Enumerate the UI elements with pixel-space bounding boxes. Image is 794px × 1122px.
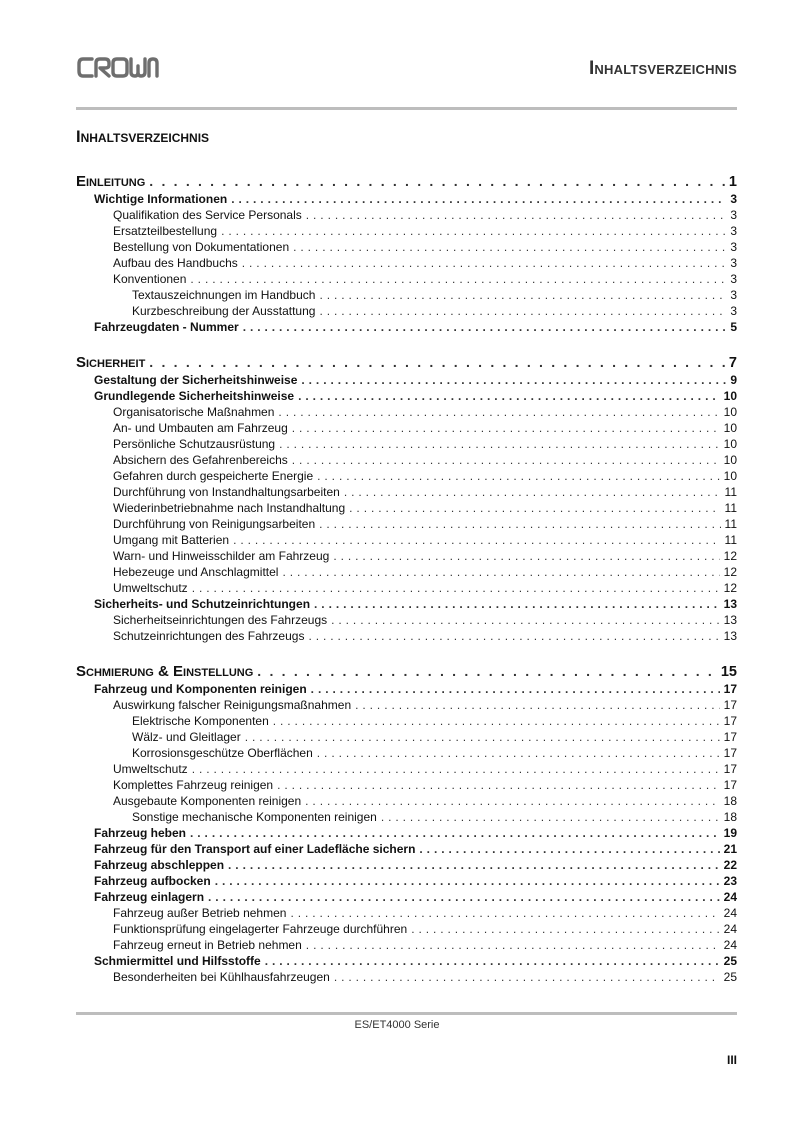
dot-leader bbox=[208, 889, 720, 905]
toc-entry[interactable] bbox=[76, 809, 737, 825]
dot-leader bbox=[311, 681, 720, 697]
page-number: III bbox=[726, 1053, 737, 1067]
dot-leader bbox=[277, 777, 720, 793]
dot-leader bbox=[192, 580, 720, 596]
dot-leader bbox=[290, 905, 719, 921]
toc-entry-title: Sicherheits- und Schutzeinrichtungen bbox=[94, 597, 311, 611]
toc-entry-page: 17 bbox=[723, 746, 737, 760]
dot-leader bbox=[149, 171, 725, 191]
toc-entry[interactable] bbox=[76, 548, 737, 564]
toc-entry-page: 10 bbox=[723, 469, 737, 483]
toc-entry[interactable] bbox=[76, 921, 737, 937]
toc-entry-title: Ersatzteilbestellung bbox=[113, 224, 218, 238]
toc-entry-page: 3 bbox=[730, 224, 737, 238]
dot-leader bbox=[293, 239, 726, 255]
toc-entry-page: 17 bbox=[723, 682, 737, 696]
toc-entry-page: 3 bbox=[730, 288, 737, 302]
toc-entry-title: Absichern des Gefahrenbereichs bbox=[113, 453, 288, 467]
toc-entry[interactable] bbox=[76, 953, 737, 969]
dot-leader bbox=[215, 873, 720, 889]
toc-entry-page: 3 bbox=[730, 240, 737, 254]
toc-entry-page: 12 bbox=[723, 549, 737, 563]
toc-entry[interactable] bbox=[76, 271, 737, 287]
toc-entry[interactable] bbox=[76, 484, 737, 500]
toc-entry-page: 17 bbox=[723, 714, 737, 728]
toc-entry-page: 11 bbox=[724, 533, 737, 547]
toc-entry-page: 10 bbox=[723, 453, 737, 467]
toc-entry[interactable] bbox=[76, 223, 737, 239]
toc-entry[interactable] bbox=[76, 319, 737, 335]
toc-entry-page: 3 bbox=[730, 304, 737, 318]
header-title: Inhaltsverzeichnis bbox=[588, 58, 737, 79]
toc-entry-title: An- und Umbauten am Fahrzeug bbox=[113, 421, 288, 435]
dot-leader bbox=[319, 287, 726, 303]
toc-entry-title: Funktionsprüfung eingelagerter Fahrzeuge durchführen bbox=[113, 922, 408, 936]
toc-entry-page: 10 bbox=[723, 389, 737, 403]
toc-entry[interactable] bbox=[76, 191, 737, 207]
toc-entry-title: Einleitung bbox=[76, 173, 146, 190]
toc-entry[interactable] bbox=[76, 287, 737, 303]
toc-entry[interactable] bbox=[76, 468, 737, 484]
toc-entry-title: Schmiermittel und Hilfsstoffe bbox=[94, 954, 261, 968]
toc-entry[interactable] bbox=[76, 681, 737, 697]
toc-entry-page: 15 bbox=[720, 664, 737, 680]
toc-entry-title: Gefahren durch gespeicherte Energie bbox=[113, 469, 314, 483]
toc-entry-title: Kurzbeschreibung der Ausstattung bbox=[132, 304, 316, 318]
dot-leader bbox=[273, 713, 720, 729]
header-divider bbox=[76, 107, 737, 110]
toc-entry-page: 3 bbox=[730, 256, 737, 270]
dot-leader bbox=[257, 661, 717, 681]
toc-entry-title: Fahrzeug und Komponenten reinigen bbox=[94, 682, 307, 696]
toc-entry-title: Ausgebaute Komponenten reinigen bbox=[113, 794, 302, 808]
dot-leader bbox=[278, 404, 719, 420]
toc-entry-page: 24 bbox=[723, 890, 737, 904]
dot-leader bbox=[149, 352, 725, 372]
toc-entry-title: Grundlegende Sicherheitshinweise bbox=[94, 389, 295, 403]
toc-entry-title: Fahrzeug heben bbox=[94, 826, 187, 840]
toc-entry-title: Durchführung von Reinigungsarbeiten bbox=[113, 517, 316, 531]
toc-entry-page: 11 bbox=[724, 485, 737, 499]
toc-entry-title: Schmierung & Einstellung bbox=[76, 663, 254, 680]
toc-entry-page: 10 bbox=[723, 437, 737, 451]
toc-entry-page: 13 bbox=[723, 613, 737, 627]
toc-entry-title: Warn- und Hinweisschilder am Fahrzeug bbox=[113, 549, 330, 563]
dot-leader bbox=[331, 612, 720, 628]
toc-entry[interactable] bbox=[76, 436, 737, 452]
toc-entry[interactable] bbox=[76, 745, 737, 761]
dot-leader bbox=[419, 841, 719, 857]
toc-entry-title: Fahrzeug aufbocken bbox=[94, 874, 211, 888]
toc-entry-title: Auswirkung falscher Reinigungsmaßnahmen bbox=[113, 698, 352, 712]
dot-leader bbox=[344, 484, 721, 500]
toc-entry[interactable] bbox=[76, 761, 737, 777]
toc-entry-page: 17 bbox=[723, 730, 737, 744]
dot-leader bbox=[190, 825, 720, 841]
footer-divider bbox=[76, 1012, 737, 1015]
toc-entry-page: 18 bbox=[723, 794, 737, 808]
dot-leader bbox=[411, 921, 719, 937]
toc-entry-title: Fahrzeugdaten - Nummer bbox=[94, 320, 239, 334]
toc-entry-page: 22 bbox=[723, 858, 737, 872]
dot-leader bbox=[319, 516, 720, 532]
dot-leader bbox=[265, 953, 720, 969]
toc-entry-title: Besonderheiten bei Kühlhausfahrzeugen bbox=[113, 970, 330, 984]
toc-entry-title: Bestellung von Dokumentationen bbox=[113, 240, 290, 254]
toc-entry-title: Konventionen bbox=[113, 272, 187, 286]
toc-entry[interactable] bbox=[76, 207, 737, 223]
toc-entry-title: Hebezeuge und Anschlagmittel bbox=[113, 565, 279, 579]
toc-entry-page: 17 bbox=[723, 698, 737, 712]
dot-leader bbox=[228, 857, 720, 873]
toc-entry-title: Gestaltung der Sicherheitshinweise bbox=[94, 373, 298, 387]
toc-entry[interactable] bbox=[76, 239, 737, 255]
toc-entry[interactable] bbox=[76, 889, 737, 905]
toc-entry-title: Korrosionsgeschütze Oberflächen bbox=[132, 746, 313, 760]
toc-entry-title: Fahrzeug für den Transport auf einer Ladefläche sichern bbox=[94, 842, 416, 856]
dot-leader bbox=[349, 500, 720, 516]
dot-leader bbox=[292, 452, 720, 468]
toc-entry-title: Umweltschutz bbox=[113, 581, 188, 595]
toc-entry-title: Sonstige mechanische Komponenten reinigen bbox=[132, 810, 377, 824]
toc-entry[interactable] bbox=[76, 388, 737, 404]
dot-leader bbox=[333, 548, 719, 564]
toc-entry[interactable] bbox=[76, 777, 737, 793]
toc-entry[interactable] bbox=[76, 937, 737, 953]
toc-entry[interactable] bbox=[76, 532, 737, 548]
toc-entry-page: 3 bbox=[730, 272, 737, 286]
toc-entry-title: Sicherheitseinrichtungen des Fahrzeugs bbox=[113, 613, 328, 627]
toc-entry-page: 12 bbox=[723, 581, 737, 595]
toc-entry[interactable] bbox=[76, 873, 737, 889]
toc-entry-title: Elektrische Komponenten bbox=[132, 714, 269, 728]
dot-leader bbox=[306, 207, 727, 223]
dot-leader bbox=[308, 628, 719, 644]
table-of-contents bbox=[76, 171, 737, 985]
toc-entry[interactable] bbox=[76, 612, 737, 628]
toc-entry[interactable] bbox=[76, 255, 737, 271]
dot-leader bbox=[279, 436, 720, 452]
toc-entry-page: 25 bbox=[723, 954, 737, 968]
footer-series: ES/ET4000 Serie bbox=[354, 1019, 440, 1031]
toc-chapter[interactable] bbox=[76, 352, 737, 372]
toc-entry-page: 10 bbox=[723, 421, 737, 435]
dot-leader bbox=[292, 420, 720, 436]
toc-entry-page: 1 bbox=[728, 174, 737, 190]
toc-entry-page: 23 bbox=[723, 874, 737, 888]
toc-entry-title: Umgang mit Batterien bbox=[113, 533, 230, 547]
dot-leader bbox=[355, 697, 720, 713]
toc-entry[interactable] bbox=[76, 825, 737, 841]
toc-entry[interactable] bbox=[76, 729, 737, 745]
toc-entry-title: Fahrzeug außer Betrieb nehmen bbox=[113, 906, 287, 920]
toc-entry-page: 24 bbox=[723, 922, 737, 936]
section-gap bbox=[76, 335, 737, 352]
toc-entry[interactable] bbox=[76, 500, 737, 516]
toc-entry[interactable] bbox=[76, 841, 737, 857]
toc-entry-title: Textauszeichnungen im Handbuch bbox=[132, 288, 316, 302]
toc-entry-page: 24 bbox=[723, 938, 737, 952]
toc-entry-title: Komplettes Fahrzeug reinigen bbox=[113, 778, 274, 792]
toc-entry-title: Aufbau des Handbuchs bbox=[113, 256, 238, 270]
toc-entry-title: Wälz- und Gleitlager bbox=[132, 730, 241, 744]
dot-leader bbox=[231, 191, 726, 207]
toc-entry-page: 21 bbox=[723, 842, 737, 856]
dot-leader bbox=[301, 372, 726, 388]
toc-entry-page: 17 bbox=[723, 778, 737, 792]
toc-entry-page: 24 bbox=[723, 906, 737, 920]
toc-entry[interactable] bbox=[76, 697, 737, 713]
dot-leader bbox=[233, 532, 720, 548]
dot-leader bbox=[282, 564, 719, 580]
toc-entry-page: 9 bbox=[730, 373, 737, 387]
dot-leader bbox=[242, 255, 727, 271]
toc-entry-title: Wichtige Informationen bbox=[94, 192, 228, 206]
dot-leader bbox=[319, 303, 726, 319]
toc-entry[interactable] bbox=[76, 372, 737, 388]
toc-entry[interactable] bbox=[76, 857, 737, 873]
dot-leader bbox=[190, 271, 726, 287]
toc-entry-title: Qualifikation des Service Personals bbox=[113, 208, 302, 222]
dot-leader bbox=[245, 729, 720, 745]
toc-entry[interactable] bbox=[76, 969, 737, 985]
toc-entry[interactable] bbox=[76, 713, 737, 729]
toc-chapter[interactable] bbox=[76, 171, 737, 191]
dot-leader bbox=[317, 468, 720, 484]
toc-entry-title: Durchführung von Instandhaltungsarbeiten bbox=[113, 485, 340, 499]
toc-entry[interactable] bbox=[76, 404, 737, 420]
dot-leader bbox=[317, 745, 720, 761]
toc-entry[interactable] bbox=[76, 452, 737, 468]
toc-entry-title: Wiederinbetriebnahme nach Instandhaltung bbox=[113, 501, 346, 515]
toc-entry-page: 11 bbox=[724, 517, 737, 531]
toc-entry-page: 5 bbox=[730, 320, 737, 334]
toc-entry-page: 25 bbox=[723, 970, 737, 984]
toc-entry-page: 11 bbox=[724, 501, 737, 515]
toc-entry-title: Organisatorische Maßnahmen bbox=[113, 405, 275, 419]
toc-entry[interactable] bbox=[76, 516, 737, 532]
toc-entry-page: 13 bbox=[723, 597, 737, 611]
dot-leader bbox=[192, 761, 720, 777]
dot-leader bbox=[243, 319, 727, 335]
toc-entry-title: Umweltschutz bbox=[113, 762, 188, 776]
dot-leader bbox=[221, 223, 726, 239]
dot-leader bbox=[298, 388, 720, 404]
toc-entry[interactable] bbox=[76, 628, 737, 644]
toc-entry-title: Persönliche Schutzausrüstung bbox=[113, 437, 276, 451]
toc-entry-page: 10 bbox=[723, 405, 737, 419]
toc-entry-page: 12 bbox=[723, 565, 737, 579]
dot-leader bbox=[381, 809, 720, 825]
dot-leader bbox=[314, 596, 720, 612]
dot-leader bbox=[306, 937, 720, 953]
toc-entry-title: Fahrzeug erneut in Betrieb nehmen bbox=[113, 938, 302, 952]
section-gap bbox=[76, 644, 737, 661]
dot-leader bbox=[334, 969, 720, 985]
toc-entry-page: 3 bbox=[730, 192, 737, 206]
toc-entry[interactable] bbox=[76, 420, 737, 436]
toc-entry-page: 3 bbox=[730, 208, 737, 222]
toc-chapter[interactable] bbox=[76, 661, 737, 681]
toc-entry-title: Schutzeinrichtungen des Fahrzeugs bbox=[113, 629, 305, 643]
toc-entry-page: 18 bbox=[723, 810, 737, 824]
toc-entry[interactable] bbox=[76, 303, 737, 319]
toc-entry[interactable] bbox=[76, 905, 737, 921]
crown-logo bbox=[76, 55, 160, 81]
page-title: Inhaltsverzeichnis bbox=[76, 128, 210, 146]
toc-entry-title: Fahrzeug einlagern bbox=[94, 890, 205, 904]
toc-entry[interactable] bbox=[76, 596, 737, 612]
toc-entry-title: Fahrzeug abschleppen bbox=[94, 858, 225, 872]
toc-entry[interactable] bbox=[76, 793, 737, 809]
toc-entry-title: Sicherheit bbox=[76, 354, 146, 371]
toc-entry[interactable] bbox=[76, 580, 737, 596]
toc-entry-page: 13 bbox=[723, 629, 737, 643]
toc-entry-page: 17 bbox=[723, 762, 737, 776]
toc-entry-page: 19 bbox=[723, 826, 737, 840]
toc-entry-page: 7 bbox=[728, 355, 737, 371]
toc-entry[interactable] bbox=[76, 564, 737, 580]
dot-leader bbox=[305, 793, 719, 809]
